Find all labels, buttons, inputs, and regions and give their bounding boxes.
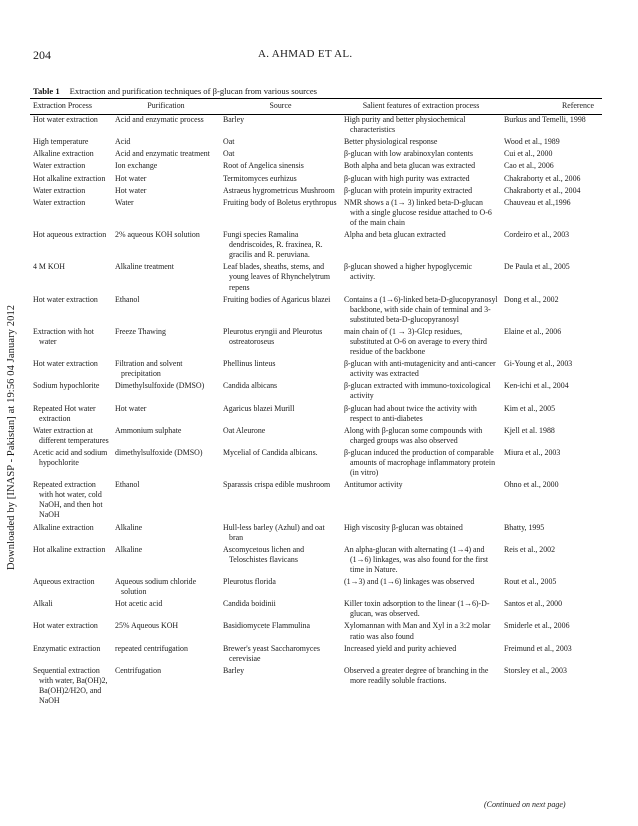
cell-extraction-process: Water extraction [33, 185, 86, 195]
cell-purification: Acid [115, 137, 131, 147]
cell-reference: Rout et al., 2005 [504, 577, 557, 587]
cell-extraction-process: Water extraction [33, 197, 86, 207]
cell-features: β-glucan with anti-mutagenicity and anti-cancer activity was extracted [344, 359, 496, 379]
cell-reference: Freimund et al., 2003 [504, 643, 572, 653]
cell-features: Alpha and beta glucan extracted [344, 230, 446, 240]
table-row [30, 327, 602, 359]
cell-purification: Hot acetic acid [115, 599, 163, 609]
cell-features: β-glucan extracted with immuno-toxicological activity [344, 381, 491, 401]
table-row [30, 644, 602, 666]
cell-extraction-process: Enzymatic extraction [33, 643, 101, 653]
cell-reference: Kim et al., 2005 [504, 403, 556, 413]
cell-purification: Alkaline [115, 522, 143, 532]
cell-extraction-process: Sequential extraction with water, Ba(OH)2, Ba(OH)2/H2O, and NaOH [33, 665, 108, 706]
table-row [30, 621, 602, 643]
cell-source: Pleurotus florida [223, 577, 276, 587]
cell-source: Fruiting bodies of Agaricus blazei [223, 294, 331, 304]
cell-features: β-glucan with protein impurity extracted [344, 185, 473, 195]
cell-source: Candida boidinii [223, 599, 276, 609]
cell-reference: Chakraborty et al., 2004 [504, 185, 581, 195]
cell-features: β-glucan showed a higher hypoglycemic activity. [344, 262, 473, 282]
table-row [30, 448, 602, 480]
cell-features: An alpha-glucan with alternating (1→4) and (1→6) linkages, was also found for the first time in Nature. [344, 544, 489, 574]
cell-features: High purity and better physiochemical characteristics [344, 115, 466, 135]
table-row [30, 359, 602, 381]
cell-extraction-process: High temperature [33, 137, 89, 147]
table-row [30, 295, 602, 327]
cell-reference: Chauveau et al.,1996 [504, 197, 571, 207]
cell-features: Killer toxin adsorption to the linear (1→6)-D-glucan, was observed. [344, 599, 490, 619]
cell-source: Agaricus blazei Murill [223, 403, 295, 413]
cell-purification: repeated centrifugation [115, 643, 188, 653]
table-row [30, 115, 602, 137]
cell-extraction-process: Sodium hypochlorite [33, 381, 100, 391]
table-row [30, 137, 602, 149]
cell-source: Sparassis crispa edible mushroom [223, 480, 331, 490]
table-header-row [30, 101, 602, 115]
cell-source: Candida albicans [223, 381, 278, 391]
cell-purification: Ethanol [115, 294, 140, 304]
cell-reference: Cao et al., 2006 [504, 161, 554, 171]
cell-extraction-process: Hot alkaline extraction [33, 173, 106, 183]
cell-source: Pleurotus eryngii and Pleurotus ostreatoroseus [223, 326, 323, 346]
cell-reference: Bhatty, 1995 [504, 522, 545, 532]
cell-extraction-process: Hot alkaline extraction [33, 544, 106, 554]
table-row [30, 666, 602, 708]
table-row [30, 577, 602, 599]
column-header: Extraction Process [33, 101, 92, 110]
cell-source: Brewer's yeast Saccharomyces cerevisiae [223, 643, 320, 663]
cell-reference: Wood et al., 1989 [504, 137, 560, 147]
cell-source: Barley [223, 665, 245, 675]
cell-reference: Santos et al., 2000 [504, 599, 563, 609]
table-row [30, 149, 602, 161]
column-header: Reference [562, 101, 594, 110]
cell-purification: Ethanol [115, 480, 140, 490]
cell-features: β-glucan had about twice the activity with respect to anti-diabetes [344, 403, 477, 423]
cell-reference: Miura et al., 2003 [504, 447, 561, 457]
cell-features: (1→3) and (1→6) linkages was observed [344, 577, 475, 587]
continued-note: (Continued on next page) [484, 800, 566, 809]
cell-purification: Acid and enzymatic process [115, 115, 204, 125]
cell-reference: Kjell et al. 1988 [504, 425, 555, 435]
cell-reference: Cordeiro et al., 2003 [504, 230, 570, 240]
cell-purification: Aqueous sodium chloride solution [115, 577, 197, 597]
table-row [30, 545, 602, 577]
cell-purification: Hot water [115, 403, 147, 413]
cell-reference: Storsley et al., 2003 [504, 665, 567, 675]
cell-source: Fungi species Ramalina dendriscoides, R. fraxinea, R. gracilis and R. peruviana. [223, 230, 323, 260]
table-row [30, 523, 602, 545]
cell-purification: Hot water [115, 173, 147, 183]
cell-features: β-glucan with low arabinoxylan contents [344, 149, 473, 159]
cell-extraction-process: Hot aqueous extraction [33, 230, 107, 240]
table-caption [33, 86, 317, 96]
cell-purification: Dimethylsulfoxide (DMSO) [115, 381, 205, 391]
cell-extraction-process: Alkali [33, 599, 53, 609]
table-row [30, 404, 602, 426]
cell-reference: Ken-ichi et al., 2004 [504, 381, 569, 391]
table-row [30, 480, 602, 522]
table-row [30, 599, 602, 621]
cell-purification: Hot water [115, 185, 147, 195]
cell-source: Leaf blades, sheaths, stems, and young leaves of Rhynchelytrum repens [223, 262, 331, 292]
cell-extraction-process: Alkaline extraction [33, 149, 94, 159]
cell-extraction-process: Aqueous extraction [33, 577, 95, 587]
cell-purification: 25% Aqueous KOH [115, 621, 179, 631]
cell-reference: Gi-Young et al., 2003 [504, 359, 573, 369]
cell-extraction-process: Water extraction [33, 161, 86, 171]
cell-extraction-process: Extraction with hot water [33, 326, 94, 346]
cell-purification: Water [115, 197, 134, 207]
cell-source: Mycelial of Candida albicans. [223, 447, 318, 457]
cell-features: Xylomannan with Man and Xyl in a 3:2 molar ratio was also found [344, 621, 491, 641]
column-header: Salient features of extraction process [362, 101, 480, 110]
table-row [30, 174, 602, 186]
cell-source: Oat [223, 137, 235, 147]
cell-source: Barley [223, 115, 245, 125]
table-row [30, 230, 602, 262]
cell-reference: Reis et al., 2002 [504, 544, 556, 554]
extraction-table [30, 101, 602, 708]
cell-extraction-process: 4 M KOH [33, 262, 66, 272]
column-header: Purification [147, 101, 185, 110]
cell-purification: dimethylsulfoxide (DMSO) [115, 447, 203, 457]
cell-purification: Acid and enzymatic treatment [115, 149, 210, 159]
cell-extraction-process: Repeated Hot water extraction [33, 403, 96, 423]
cell-extraction-process: Acetic acid and sodium hypochlorite [33, 447, 108, 467]
cell-features: Better physiological response [344, 137, 438, 147]
cell-extraction-process: Hot water extraction [33, 115, 98, 125]
table-row [30, 262, 602, 294]
cell-features: Observed a greater degree of branching in the more readily soluble fractions. [344, 665, 489, 685]
cell-features: Both alpha and beta glucan was extracted [344, 161, 476, 171]
download-watermark-text: Downloaded by [INASP - Pakistan] at 19:56 04 January 2012 [6, 304, 17, 570]
cell-reference: Elaine et al., 2006 [504, 326, 562, 336]
cell-features: Increased yield and purity achieved [344, 643, 457, 653]
cell-source: Phellinus linteus [223, 359, 276, 369]
cell-features: NMR shows a (1→ 3) linked beta-D-glucan with a single glucose residue attached to O-6 of the main chain [344, 197, 492, 227]
cell-reference: Ohno et al., 2000 [504, 480, 559, 490]
cell-purification: Alkaline [115, 544, 143, 554]
cell-extraction-process: Hot water extraction [33, 621, 98, 631]
cell-extraction-process: Alkaline extraction [33, 522, 94, 532]
table-row [30, 426, 602, 448]
cell-purification: Filtration and solvent precipitation [115, 359, 183, 379]
cell-features: Contains a (1→6)-linked beta-D-glucopyranosyl backbone, with side chain of terminal and 3-substituted beta-D-glucopyranosyl [344, 294, 498, 324]
cell-features: Antitumor activity [344, 480, 403, 490]
table-title: Extraction and purification techniques of β-glucan from various sources [69, 86, 317, 96]
cell-purification: 2% aqueous KOH solution [115, 230, 200, 240]
cell-reference: Smiderle et al., 2006 [504, 621, 570, 631]
page-number: 204 [33, 48, 51, 62]
cell-features: main chain of (1 → 3)-Glcp residues, substituted at O-6 on average to every third residue of the backbone [344, 326, 487, 357]
cell-source: Basidiomycete Flammulina [223, 621, 311, 631]
table-row [30, 381, 602, 403]
cell-extraction-process: Hot water extraction [33, 294, 98, 304]
cell-features: High viscosity β-glucan was obtained [344, 522, 463, 532]
cell-extraction-process: Repeated extraction with hot water, cold NaOH, and then hot NaOH [33, 480, 103, 520]
cell-extraction-process: Water extraction at different temperatures [33, 425, 109, 445]
download-watermark [4, 270, 22, 570]
cell-source: Ascomycetous lichen and Teloschistes flavicans [223, 544, 305, 564]
cell-purification: Ammonium sulphate [115, 425, 182, 435]
table-row [30, 161, 602, 173]
cell-features: Along with β-glucan some compounds with charged groups was also observed [344, 425, 483, 445]
running-head: A. AHMAD ET AL. [258, 48, 353, 60]
cell-source: Termitomyces eurhizus [223, 173, 297, 183]
cell-reference: Dong et al., 2002 [504, 294, 559, 304]
table-top-rule [30, 98, 602, 99]
cell-source: Root of Angelica sinensis [223, 161, 304, 171]
cell-extraction-process: Hot water extraction [33, 359, 98, 369]
cell-purification: Freeze Thawing [115, 326, 166, 336]
cell-reference: De Paula et al., 2005 [504, 262, 570, 272]
cell-features: β-glucan induced the production of comparable amounts of macrophage inflammatory protein (in vitro) [344, 447, 496, 478]
table-label: Table 1 [33, 86, 60, 96]
cell-source: Oat [223, 149, 235, 159]
table-row [30, 198, 602, 230]
column-header: Source [269, 101, 292, 110]
cell-source: Oat Aleurone [223, 425, 266, 435]
cell-reference: Chakraborty et al., 2006 [504, 173, 581, 183]
cell-features: β-glucan with high purity was extracted [344, 173, 470, 183]
cell-source: Astraeus hygrometricus Mushroom [223, 185, 335, 195]
cell-purification: Alkaline treatment [115, 262, 174, 272]
cell-reference: Cui et al., 2000 [504, 149, 553, 159]
cell-purification: Centrifugation [115, 665, 162, 675]
cell-source: Fruiting body of Boletus erythropus [223, 197, 337, 207]
cell-reference: Burkus and Temelli, 1998 [504, 115, 586, 125]
cell-purification: Ion exchange [115, 161, 158, 171]
cell-source: Hull-less barley (Azhul) and oat bran [223, 522, 325, 542]
table-row [30, 186, 602, 198]
